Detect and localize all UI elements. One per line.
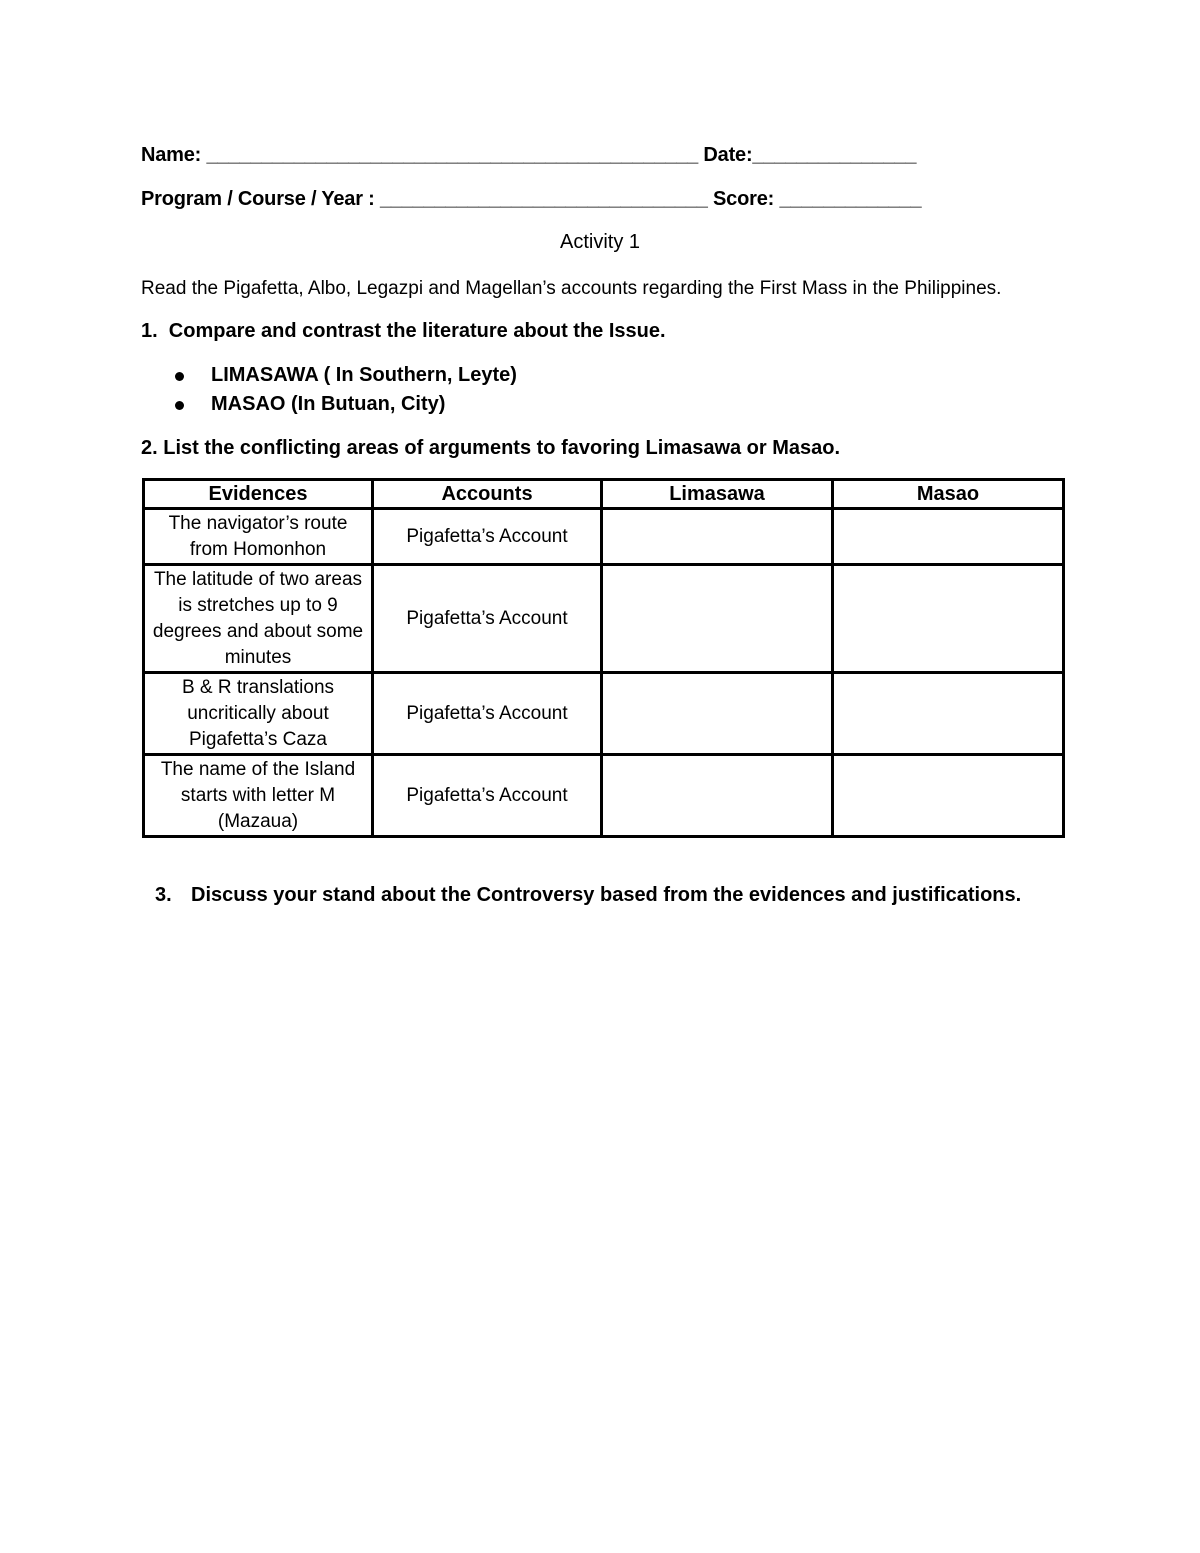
program-label: Program / Course / Year : bbox=[141, 188, 380, 210]
question-2: 2. List the conflicting areas of arguments to favoring Limasawa or Masao. bbox=[141, 437, 841, 459]
header-accounts: Accounts bbox=[373, 480, 602, 509]
question-3-text: Discuss your stand about the Controversy based from the evidences and justifications. bbox=[191, 884, 1022, 906]
score-blank: _____________ bbox=[779, 188, 922, 210]
masao-cell[interactable] bbox=[833, 673, 1064, 755]
program-blank: ______________________________ bbox=[379, 188, 708, 210]
masao-cell[interactable] bbox=[833, 755, 1064, 837]
header-masao: Masao bbox=[833, 480, 1064, 509]
bullet-text: MASAO (In Butuan, City) bbox=[211, 393, 446, 415]
date-label: Date: bbox=[698, 144, 753, 166]
site-bullet-list bbox=[171, 362, 517, 420]
evidence-cell: The navigator’s route from Homonhon bbox=[144, 509, 373, 565]
name-date-line bbox=[141, 144, 916, 167]
bullet-text: LIMASAWA ( In Southern, Leyte) bbox=[211, 364, 517, 386]
header-evidences: Evidences bbox=[144, 480, 373, 509]
question-3-number: 3. bbox=[155, 884, 172, 906]
bullet-item-masao bbox=[171, 391, 517, 420]
evidence-cell: The name of the Island starts with letter M (Mazaua) bbox=[144, 755, 373, 837]
table-row bbox=[144, 565, 1064, 673]
evidence-cell: B & R translations uncritically about Pigafetta’s Caza bbox=[144, 673, 373, 755]
table-row bbox=[144, 755, 1064, 837]
account-cell: Pigafetta’s Account bbox=[373, 565, 602, 673]
account-cell: Pigafetta’s Account bbox=[373, 673, 602, 755]
limasawa-cell[interactable] bbox=[602, 755, 833, 837]
activity-title: Activity 1 bbox=[559, 231, 641, 253]
name-label: Name: bbox=[141, 144, 207, 166]
limasawa-cell[interactable] bbox=[602, 565, 833, 673]
table-row bbox=[144, 509, 1064, 565]
score-label: Score: bbox=[707, 188, 780, 210]
account-cell: Pigafetta’s Account bbox=[373, 509, 602, 565]
bullet-dot-icon bbox=[175, 372, 184, 381]
table-header-row bbox=[144, 480, 1064, 509]
bullet-dot-icon bbox=[175, 401, 184, 410]
question-1: 1. Compare and contrast the literature about the Issue. bbox=[141, 320, 666, 342]
header-limasawa: Limasawa bbox=[602, 480, 833, 509]
masao-cell[interactable] bbox=[833, 509, 1064, 565]
masao-cell[interactable] bbox=[833, 565, 1064, 673]
limasawa-cell[interactable] bbox=[602, 673, 833, 755]
date-blank: _______________ bbox=[752, 144, 917, 166]
question-3 bbox=[155, 884, 1021, 907]
evidence-cell: The latitude of two areas is stretches up to 9 degrees and about some minutes bbox=[144, 565, 373, 673]
bullet-item-limasawa bbox=[171, 362, 517, 391]
account-cell: Pigafetta’s Account bbox=[373, 755, 602, 837]
evidence-table bbox=[142, 478, 1065, 838]
name-blank: _____________________________________________ bbox=[206, 144, 699, 166]
intro-text: Read the Pigafetta, Albo, Legazpi and Magellan’s accounts regarding the First Mass in the Philippines. bbox=[141, 278, 1002, 299]
table-row bbox=[144, 673, 1064, 755]
limasawa-cell[interactable] bbox=[602, 509, 833, 565]
program-score-line bbox=[141, 188, 921, 211]
